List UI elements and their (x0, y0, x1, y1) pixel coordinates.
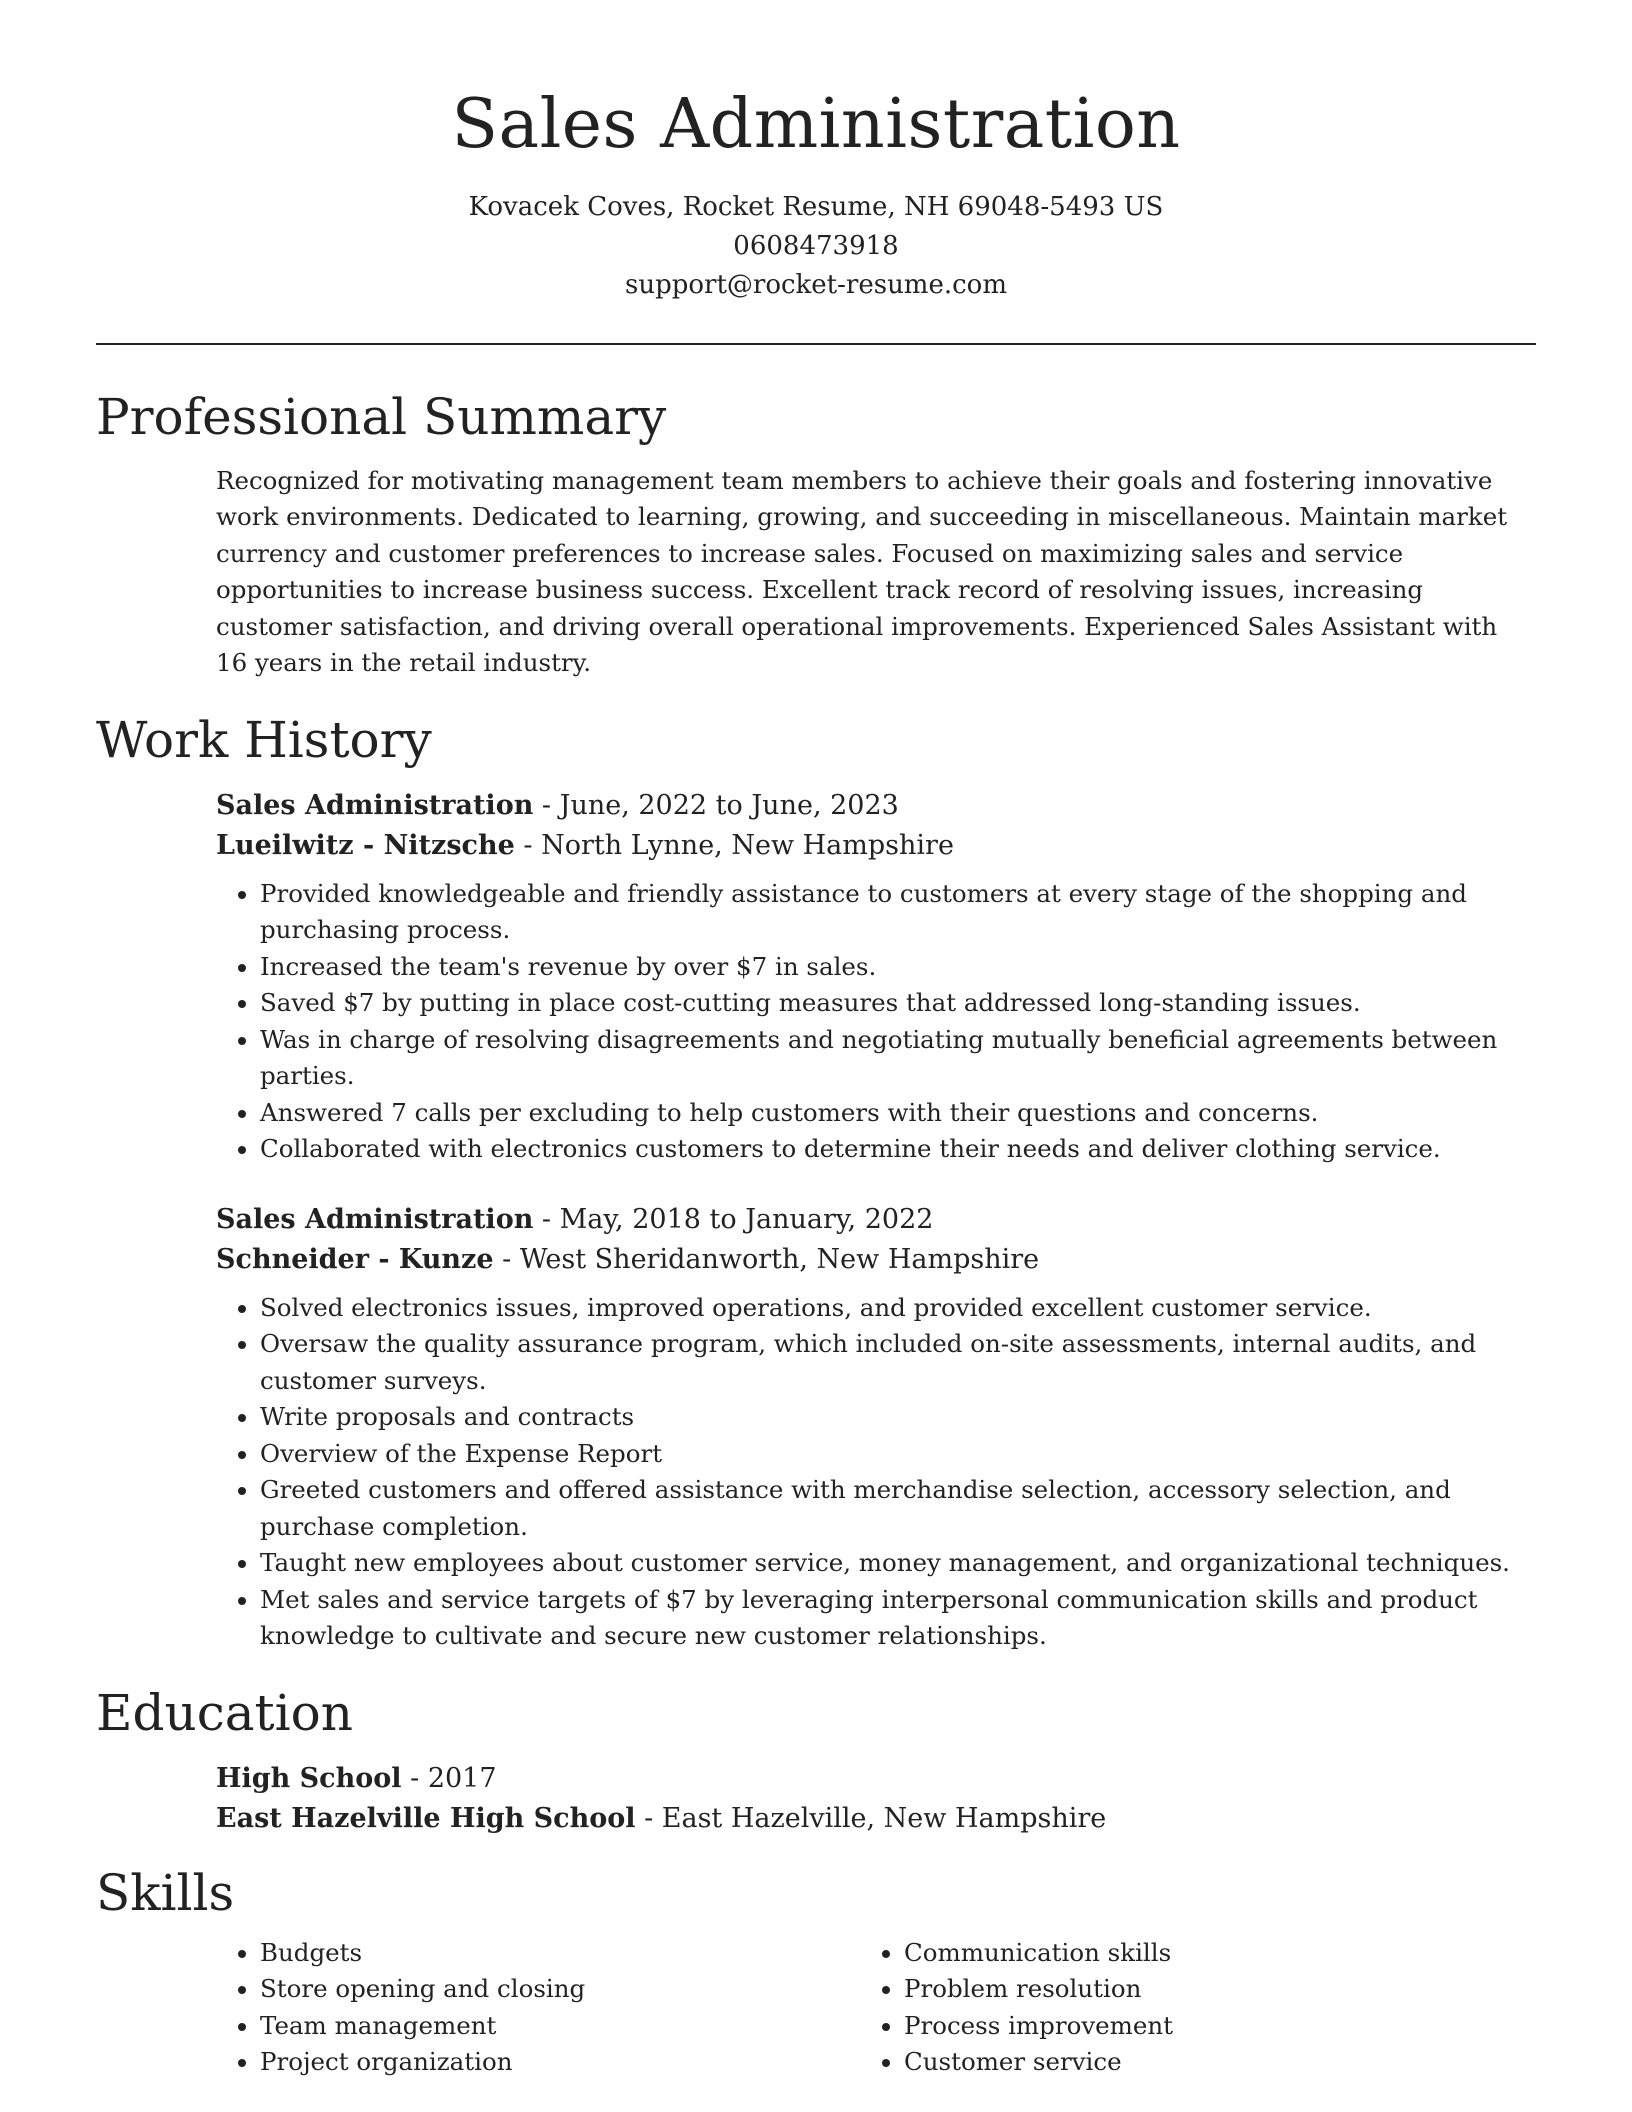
work-history-section (96, 710, 1536, 1655)
job-bullet: • Increased the team's revenue by over $7 in sales. (260, 949, 1536, 986)
education-school: East Hazelville High School (216, 1802, 636, 1834)
candidate-name: Sales Administration (451, 85, 1181, 164)
job-bullet: • Write proposals and contracts (260, 1399, 1536, 1436)
job-title-line (216, 1200, 1536, 1240)
job-bullets (216, 1290, 1536, 1655)
job-bullet: • Oversaw the quality assurance program, which included on-site assessments, internal audits, and customer surveys. (260, 1326, 1536, 1399)
job-bullet: • Greeted customers and offered assistance with merchandise selection, accessory selection, and purchase completion. (260, 1472, 1536, 1545)
summary-section (96, 387, 1536, 682)
resume-header (96, 0, 1536, 305)
education-location: - East Hazelville, New Hampshire (635, 1802, 1107, 1834)
skills-heading: Skills (96, 1863, 235, 1922)
education-school-line (216, 1799, 1536, 1839)
work-history-heading: Work History (96, 710, 432, 769)
job-bullet: • Answered 7 calls per excluding to help customers with their questions and concerns. (260, 1095, 1536, 1132)
skill-item: • Store opening and closing (260, 1971, 860, 2008)
job-bullet: • Overview of the Expense Report (260, 1436, 1536, 1473)
job-company: Lueilwitz - Nitzsche (216, 829, 515, 861)
job-bullet: • Collaborated with electronics customers to determine their needs and deliver clothing service. (260, 1131, 1536, 1168)
job-company: Schneider - Kunze (216, 1243, 494, 1275)
skill-item: • Customer service (904, 2044, 1504, 2081)
job-dates: - June, 2022 to June, 2023 (533, 789, 899, 821)
skills-column-left (216, 1935, 860, 2081)
job-bullet: • Was in charge of resolving disagreements and negotiating mutually beneficial agreements between parties. (260, 1022, 1536, 1095)
education-heading: Education (96, 1683, 353, 1742)
education-entry (216, 1759, 1536, 1839)
job-entry (216, 1200, 1536, 1655)
job-role: Sales Administration (216, 1203, 534, 1235)
job-location: - West Sheridanworth, New Hampshire (493, 1243, 1040, 1275)
job-bullet: • Met sales and service targets of $7 by leveraging interpersonal communication skills and product knowledge to cultivate and secure new customer relationships. (260, 1582, 1536, 1655)
skill-item: • Communication skills (904, 1935, 1504, 1972)
job-title-line (216, 786, 1536, 826)
job-location: - North Lynne, New Hampshire (514, 829, 954, 861)
skills-columns (216, 1935, 1536, 2081)
job-bullet: • Saved $7 by putting in place cost-cutting measures that addressed long-standing issues. (260, 985, 1536, 1022)
skill-item: • Budgets (260, 1935, 860, 1972)
skill-item: • Team management (260, 2008, 860, 2045)
summary-heading: Professional Summary (96, 387, 667, 446)
education-year: - 2017 (401, 1762, 497, 1794)
job-bullets (216, 876, 1536, 1168)
contact-email: support@rocket-resume.com (624, 269, 1007, 300)
summary-text: Recognized for motivating management team members to achieve their goals and fostering innovative work environments. Dedicated to learning, growing, and succeeding in miscellaneous. Maintain market currency and customer preferences to increase sales. Focused on maximizing sales and service opportunities to increase business success. Excellent track record of resolving issues, increasing customer satisfaction, and driving overall operational improvements. Experienced Sales Assistant with 16 years in the retail industry. (216, 465, 1508, 678)
job-entry (216, 786, 1536, 1168)
skill-item: • Project organization (260, 2044, 860, 2081)
skills-section (96, 1863, 1536, 2081)
skill-item: • Process improvement (904, 2008, 1504, 2045)
job-bullet: • Provided knowledgeable and friendly assistance to customers at every stage of the shopping and purchasing process. (260, 876, 1536, 949)
education-degree-line (216, 1759, 1536, 1799)
education-section (96, 1683, 1536, 1839)
job-company-line (216, 1240, 1536, 1280)
job-role: Sales Administration (216, 789, 534, 821)
job-bullet: • Solved electronics issues, improved operations, and provided excellent customer service. (260, 1290, 1536, 1327)
job-dates: - May, 2018 to January, 2022 (533, 1203, 934, 1235)
education-degree: High School (216, 1762, 402, 1794)
skills-column-right (860, 1935, 1504, 2081)
skill-item: • Problem resolution (904, 1971, 1504, 2008)
job-bullet: • Taught new employees about customer service, money management, and organizational techniques. (260, 1545, 1536, 1582)
header-divider (96, 343, 1536, 345)
job-company-line (216, 826, 1536, 866)
contact-address: Kovacek Coves, Rocket Resume, NH 69048-5493 US (468, 191, 1164, 222)
contact-block (96, 188, 1536, 305)
contact-phone: 0608473918 (733, 230, 899, 261)
